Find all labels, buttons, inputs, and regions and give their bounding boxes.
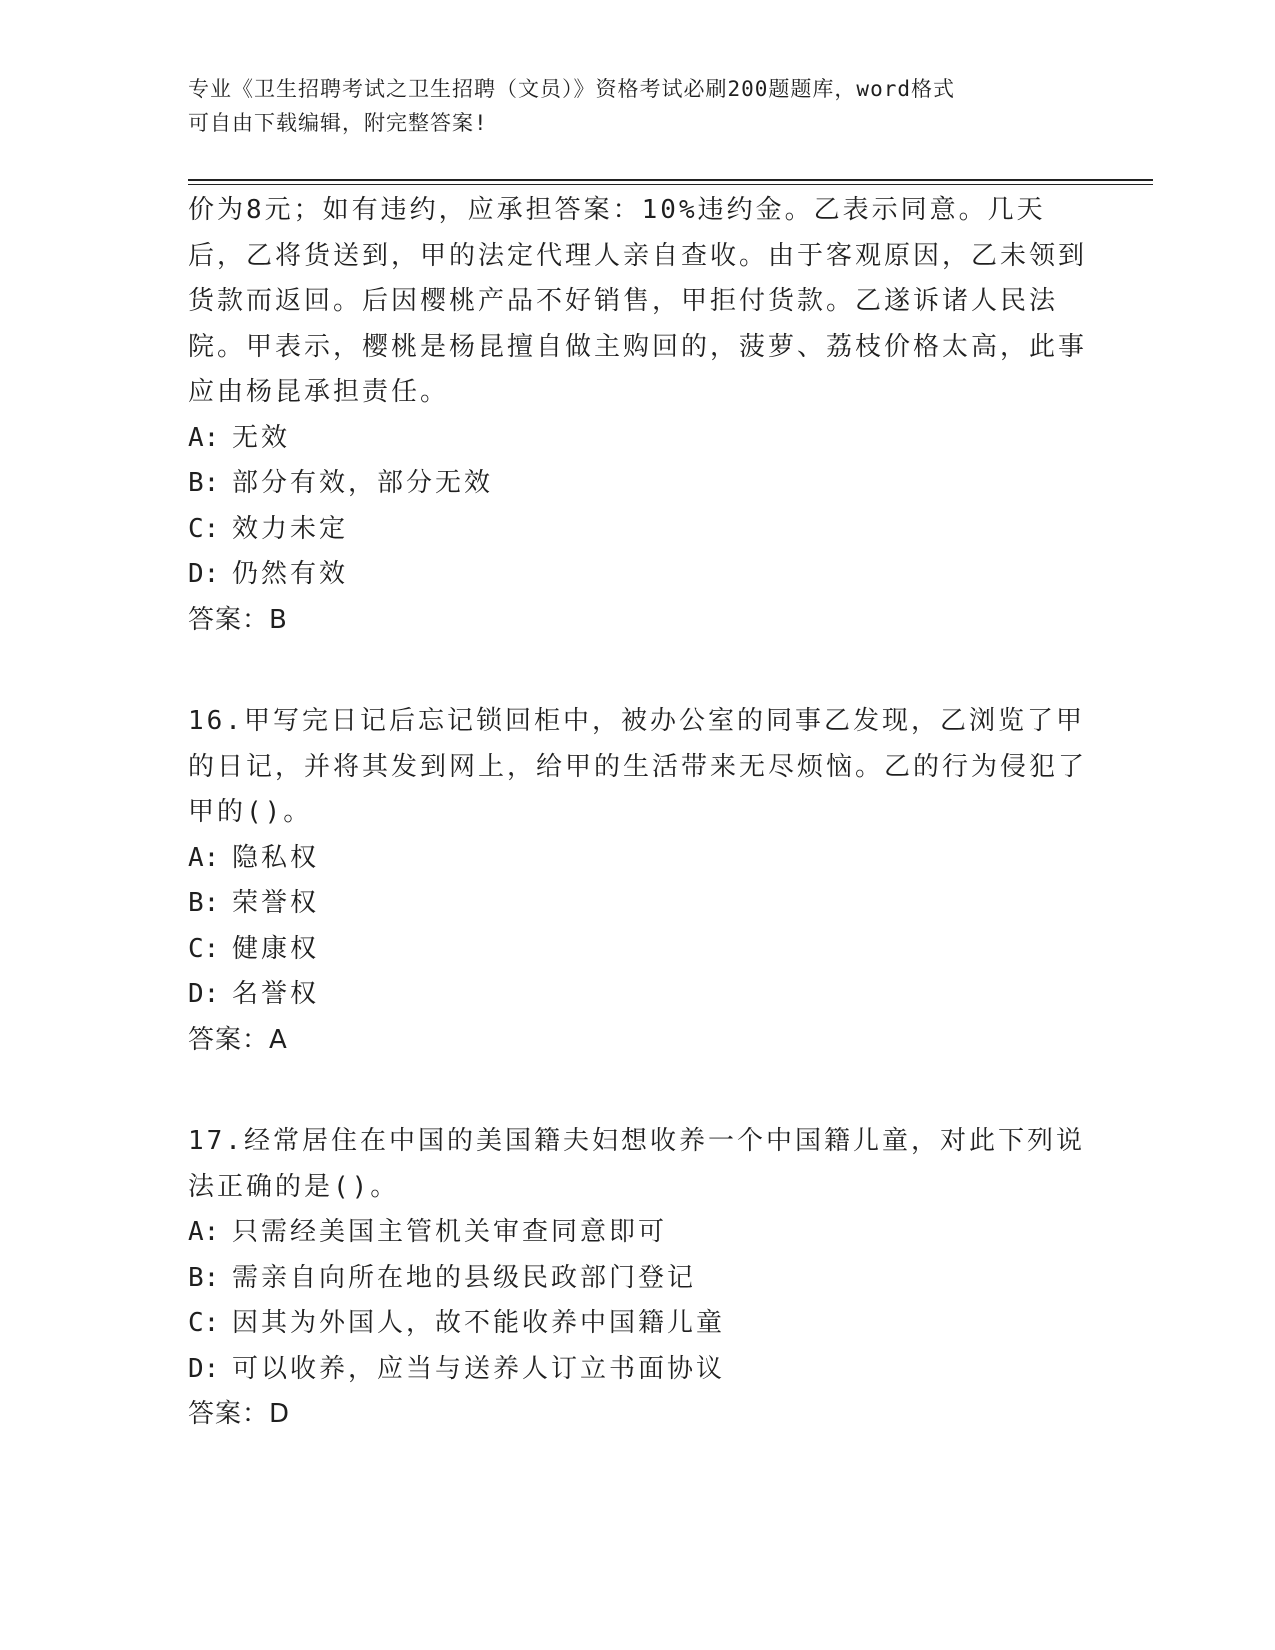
option-d [188,552,1088,598]
answer-line: 答案：A [188,1024,288,1055]
option-label: D: [188,559,220,589]
option-text: 效力未定 [232,513,349,544]
option-d [188,972,1088,1018]
option-text: 名誉权 [232,979,320,1009]
question-15-continuation [188,188,1088,643]
option-label: C: [188,513,220,544]
option-label: D: [188,979,220,1009]
option-label: B: [188,1262,220,1293]
option-c [188,927,1088,973]
option-text: 部分有效，部分无效 [232,468,494,498]
question-text: 17.经常居住在中国的美国籍夫妇想收养一个中国籍儿童，对此下列说法正确的是()。 [188,1126,1085,1202]
option-text: 无效 [232,422,291,453]
question-16 [188,699,1088,1063]
answer-line: 答案：B [188,604,288,635]
option-text: 需亲自向所在地的县级民政部门登记 [232,1262,697,1293]
option-b [188,1256,1088,1302]
option-label: C: [188,1308,220,1338]
option-label: B: [188,888,220,918]
question-text: 16.甲写完日记后忘记锁回柜中，被办公室的同事乙发现，乙浏览了甲的日记，并将其发到网上，给甲的生活带来无尽烦恼。乙的行为侵犯了甲的()。 [188,706,1088,827]
option-label: A: [188,1217,220,1247]
question-spacer [188,643,1088,699]
option-a [188,416,1088,462]
question-17 [188,1119,1088,1438]
document-header [188,72,1088,140]
option-a [188,1210,1088,1256]
header-line-1: 专业《卫生招聘考试之卫生招聘（文员）》资格考试必刷200题题库，word格式 [188,77,955,101]
option-c [188,507,1088,553]
question-content [188,188,1088,1438]
option-text: 只需经美国主管机关审查同意即可 [232,1217,668,1247]
option-b [188,461,1088,507]
answer-line: 答案：D [188,1399,291,1429]
option-text: 可以收养，应当与送养人订立书面协议 [232,1353,726,1384]
option-label: B: [188,468,220,498]
option-label: A: [188,842,220,873]
option-text: 因其为外国人，故不能收养中国籍儿童 [232,1308,726,1338]
option-text: 健康权 [232,933,320,964]
option-label: C: [188,933,220,964]
question-text: 价为8元；如有违约，应承担答案：10%违约金。乙表示同意。几天后，乙将货送到，甲的法定代理人亲自查收。由于客观原因，乙未领到货款而返回。后因樱桃产品不好销售，甲拒付货款。乙遂诉诸人民法院。甲表示，樱桃是杨昆擅自做主购回的，菠萝、荔枝价格太高，此事应由杨昆承担责任。 [188,195,1088,407]
option-text: 仍然有效 [232,559,349,589]
option-label: D: [188,1353,220,1384]
option-label: A: [188,422,220,453]
option-d [188,1347,1088,1393]
header-divider-thick [188,179,1153,181]
option-b [188,881,1088,927]
option-a [188,836,1088,882]
option-text: 荣誉权 [232,888,320,918]
option-text: 隐私权 [232,842,320,873]
header-line-2: 可自由下载编辑，附完整答案! [188,111,488,135]
option-c [188,1301,1088,1347]
header-divider-thin [188,184,1153,185]
question-spacer [188,1063,1088,1119]
